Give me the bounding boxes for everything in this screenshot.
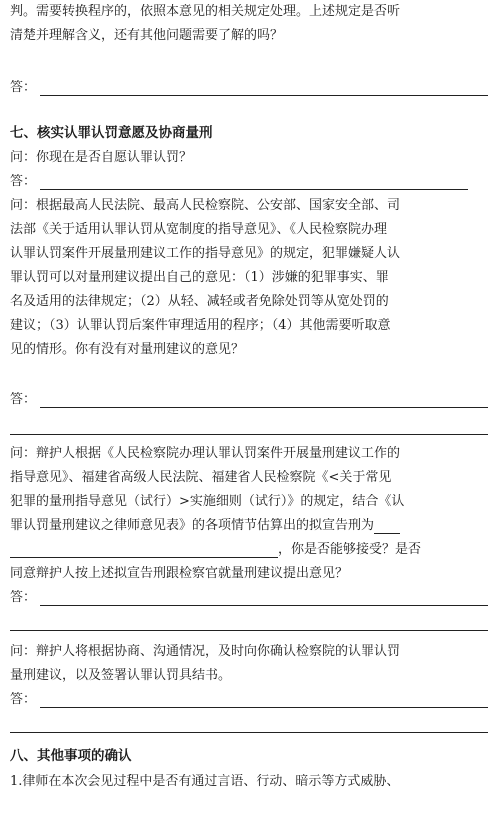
answer-field — [10, 392, 488, 408]
section-heading: 七、核实认罪认罚意愿及协商量刑 — [10, 125, 213, 141]
question-line: 量刑建议，以及签署认罪认罚具结书。 — [10, 668, 232, 683]
question-line: 问：根据最高人民法院、最高人民检察院、公安部、国家安全部、司 — [10, 198, 401, 213]
question-line: 法部《关于适用认罪认罚从宽制度的指导意见》、《人民检察院办理 — [10, 222, 388, 237]
question-line: 名及适用的法律规定；（2）从轻、减轻或者免除处罚等从宽处罚的 — [10, 294, 389, 309]
question-line — [10, 542, 488, 558]
question-line: 罪认罚可以对量刑建议提出自己的意见：（1）涉嫌的犯罪事实、罪 — [10, 270, 389, 285]
answer-label: 答： — [10, 80, 37, 95]
sentence-blank — [374, 519, 400, 534]
section-heading: 八、其他事项的确认 — [10, 748, 132, 764]
question-line: 同意辩护人按上述拟宣告刑跟检察官就量刑建议提出意见？ — [10, 566, 349, 581]
paragraph-line: 判。需要转换程序的，依照本意见的相关规定处理。上述规定是否听 — [10, 4, 401, 19]
question-line: 问：辩护人将根据协商、沟通情况，及时向你确认检察院的认罪认罚 — [10, 644, 401, 659]
answer-field — [10, 590, 488, 606]
paragraph-line: 清楚并理解含义，还有其他问题需要了解的吗？ — [10, 28, 284, 43]
question-text-segment: ，你是否能够接受？是否 — [278, 542, 422, 557]
answer-field — [10, 80, 488, 96]
answer-label: 答： — [10, 392, 37, 407]
answer-underline — [40, 83, 488, 96]
question-line — [10, 518, 488, 534]
answer-underline — [40, 177, 468, 190]
answer-label: 答： — [10, 590, 37, 605]
question-line: 指导意见》、福建省高级人民法院、福建省人民检察院《<关于常见 — [10, 470, 392, 485]
question-text-segment: 罪认罚量刑建议之律师意见表》的各项情节估算出的拟宣告刑为 — [10, 518, 375, 533]
answer-underline — [40, 593, 488, 606]
answer-extra-line — [10, 434, 488, 435]
question-line: 建议；（3）认罪认罚后案件审理适用的程序；（4）其他需要听取意 — [10, 318, 391, 333]
sentence-blank — [10, 543, 278, 558]
question-line: 1.律师在本次会见过程中是否有通过言语、行动、暗示等方式威胁、 — [10, 774, 400, 789]
question-line: 问：辩护人根据《人民检察院办理认罪认罚案件开展量刑建议工作的 — [10, 446, 401, 461]
question-line: 认罪认罚案件开展量刑建议工作的指导意见》的规定，犯罪嫌疑人认 — [10, 246, 401, 261]
question-line: 犯罪的量刑指导意见（试行）>实施细则（试行）》的规定，结合《认 — [10, 494, 405, 509]
answer-field — [10, 692, 488, 708]
question-line: 见的情形。你有没有对量刑建议的意见？ — [10, 342, 245, 357]
question-text: 问：你现在是否自愿认罪认罚？ — [10, 150, 193, 165]
answer-underline — [40, 695, 488, 708]
answer-label: 答： — [10, 174, 37, 189]
answer-underline — [40, 395, 488, 408]
answer-extra-line — [10, 630, 488, 631]
answer-label: 答： — [10, 692, 37, 707]
answer-extra-line — [10, 732, 488, 733]
answer-field — [10, 174, 468, 190]
